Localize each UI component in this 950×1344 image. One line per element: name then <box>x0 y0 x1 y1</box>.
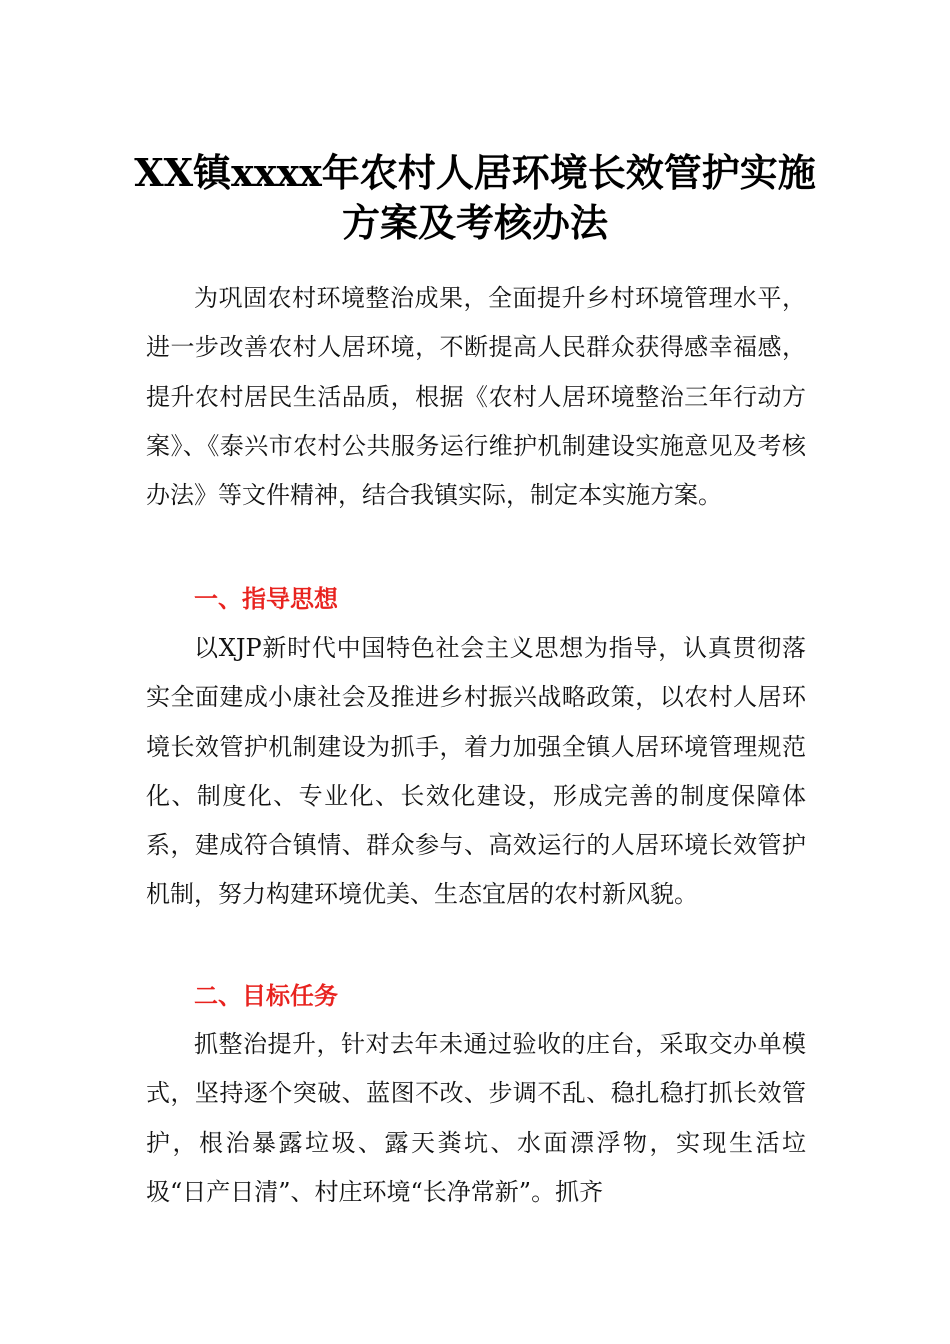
section-paragraph-guiding-ideology: 以XJP新时代中国特色社会主义思想为指导，认真贯彻落实全面建成小康社会及推进乡村振兴战略政策，以农村人居环境长效管护机制建设为抓手，着力加强全镇人居环境管理规范化、制度化、专业化、长效化建设，形成完善的制度保障体系，建成符合镇情、群众参与、高效运行的人居环境长效管护机制，努力构建环境优美、生态宜居的农村新风貌。 <box>146 634 806 909</box>
section-paragraph-goals-tasks: 抓整治提升，针对去年未通过验收的庄台，采取交办单模式，坚持逐个突破、蓝图不改、步调不乱、稳扎稳打抓长效管护，根治暴露垃圾、露天粪坑、水面漂浮物，实现生活垃圾“日产日清”、村庄环境“长净常新”。抓齐 <box>146 1030 806 1206</box>
section-heading-guiding-ideology: 一、指导思想 <box>194 585 338 613</box>
document-title-line-2: 方案及考核办法 <box>341 200 608 245</box>
document-title-line-1: XX镇xxxx年农村人居环境长效管护实施 <box>134 150 816 195</box>
intro-paragraph: 为巩固农村环境整治成果，全面提升乡村环境管理水平，进一步改善农村人居环境，不断提高人民群众获得感幸福感，提升农村居民生活品质，根据《农村人居环境整治三年行动方案》、《泰兴市农村公共服务运行维护机制建设实施意见及考核办法》等文件精神，结合我镇实际，制定本实施方案。 <box>146 284 806 510</box>
section-heading-goals-tasks: 二、目标任务 <box>194 982 338 1010</box>
